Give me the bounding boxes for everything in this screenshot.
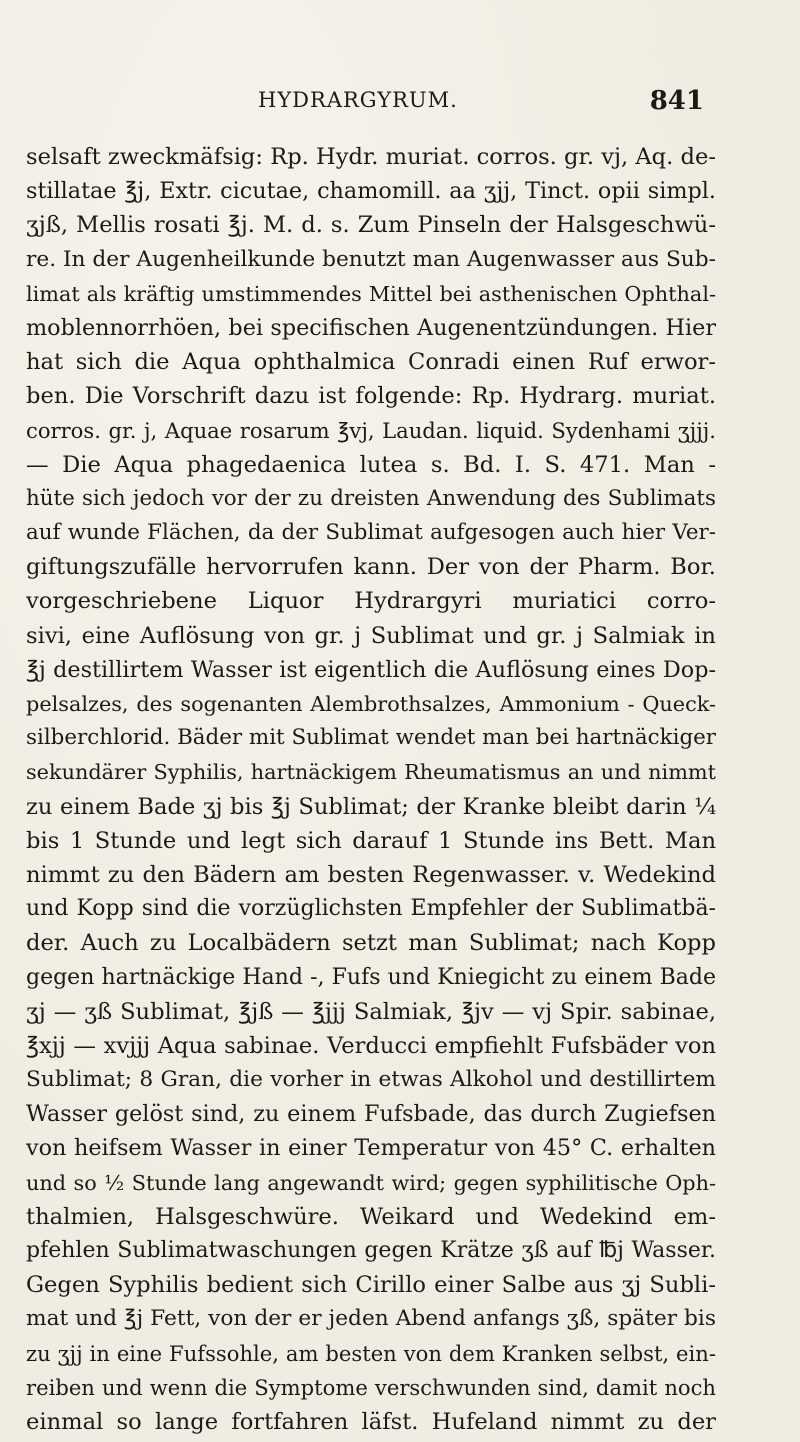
- page-number: 841: [649, 86, 704, 116]
- text-line: einmal so lange fortfahren läfst. Hufeland nimmt zu der: [26, 1408, 716, 1435]
- text-line: gegen hartnäckige Hand -, Fufs und Kniegicht zu einem Bade: [26, 964, 716, 990]
- text-line: giftungszufälle hervorrufen kann. Der von der Pharm. Bor.: [26, 554, 716, 581]
- text-line: moblennorrhöen, bei specifischen Augenentzündungen. Hier: [26, 314, 716, 341]
- text-line: zu ʒjj in eine Fufssohle, am besten von dem Kranken selbst, ein-: [26, 1340, 716, 1366]
- text-line: re. In der Augenheilkunde benutzt man Augenwasser aus Sub-: [26, 246, 716, 272]
- text-line: ℥xjj — xvjjj Aqua sabinae. Verducci empfiehlt Fufsbäder von: [26, 1032, 716, 1059]
- text-line: silberchlorid. Bäder mit Sublimat wendet man bei hartnäckiger: [26, 725, 716, 751]
- text-line: mat und ℥j Fett, von der er jeden Abend anfangs ʒß, später bis: [26, 1306, 716, 1332]
- text-line: selsaft zweckmäfsig: Rp. Hydr. muriat. corros. gr. vj, Aq. de-: [26, 144, 716, 170]
- text-line: nimmt zu den Bädern am besten Regenwasser. v. Wedekind: [26, 861, 716, 888]
- text-line: thalmien, Halsgeschwüre. Weikard und Wedekind em-: [26, 1203, 716, 1230]
- text-line: der. Auch zu Localbädern setzt man Sublimat; nach Kopp: [26, 930, 716, 957]
- text-line: hat sich die Aqua ophthalmica Conradi einen Ruf erwor-: [26, 349, 716, 376]
- text-line: bis 1 Stunde und legt sich darauf 1 Stunde ins Bett. Man: [26, 827, 716, 854]
- text-line: ben. Die Vorschrift dazu ist folgende: Rp. Hydrarg. muriat.: [26, 383, 716, 410]
- text-line: pelsalzes, des sogenanten Alembrothsalzes, Ammonium - Queck-: [26, 692, 716, 716]
- text-line: und so ½ Stunde lang angewandt wird; gegen syphilitische Oph-: [26, 1170, 716, 1195]
- text-line: hüte sich jedoch vor der zu dreisten Anwendung des Sublimats: [26, 485, 716, 511]
- text-line: vorgeschriebene Liquor Hydrargyri muriatici corro-: [26, 588, 716, 615]
- text-line: zu einem Bade ʒj bis ℥j Sublimat; der Kranke bleibt darin ¼: [26, 793, 716, 820]
- text-line: reiben und wenn die Symptome verschwunden sind, damit noch: [26, 1374, 716, 1400]
- text-line: sekundärer Syphilis, hartnäckigem Rheumatismus an und nimmt: [26, 760, 716, 785]
- text-line: Gegen Syphilis bedient sich Cirillo einer Salbe aus ʒj Subli-: [26, 1272, 716, 1299]
- text-line: stillatae ℥j, Extr. cicutae, chamomill. aa ʒjj, Tinct. opii simpl.: [26, 178, 716, 205]
- text-line: Sublimat; 8 Gran, die vorher in etwas Alkohol und destillirtem: [26, 1067, 716, 1093]
- text-line: ℥j destillirtem Wasser ist eigentlich die Auflösung eines Dop-: [26, 656, 716, 683]
- text-line: limat als kräftig umstimmendes Mittel bei asthenischen Ophthal-: [26, 281, 716, 306]
- text-line: ʒj — ʒß Sublimat, ℥jß — ℥jjj Salmiak, ℥jv — vj Spir. sabinae,: [26, 998, 716, 1025]
- text-line: sivi, eine Auflösung von gr. j Sublimat und gr. j Salmiak in: [26, 622, 716, 649]
- text-line: Wasser gelöst sind, zu einem Fufsbade, das durch Zugiefsen: [26, 1101, 716, 1128]
- text-line: corros. gr. j, Aquae rosarum ℥vj, Laudan. liquid. Sydenhami ʒjjj.: [26, 417, 716, 443]
- text-line: auf wunde Flächen, da der Sublimat aufgesogen auch hier Ver-: [26, 520, 716, 546]
- text-line: und Kopp sind die vorzüglichsten Empfehler der Sublimatbä-: [26, 896, 716, 922]
- page-header: [0, 84, 800, 124]
- text-line: — Die Aqua phagedaenica lutea s. Bd. I. S. 471. Man -: [26, 451, 716, 478]
- body-text: [26, 140, 716, 1439]
- running-head: HYDRARGYRUM.: [258, 88, 458, 112]
- text-line: von heifsem Wasser in einer Temperatur von 45° C. erhalten: [26, 1135, 716, 1162]
- text-line: ʒjß, Mellis rosati ℥j. M. d. s. Zum Pinseln der Halsgeschwü-: [26, 212, 716, 239]
- text-line: pfehlen Sublimatwaschungen gegen Krätze ʒß auf ℔j Wasser.: [26, 1238, 716, 1263]
